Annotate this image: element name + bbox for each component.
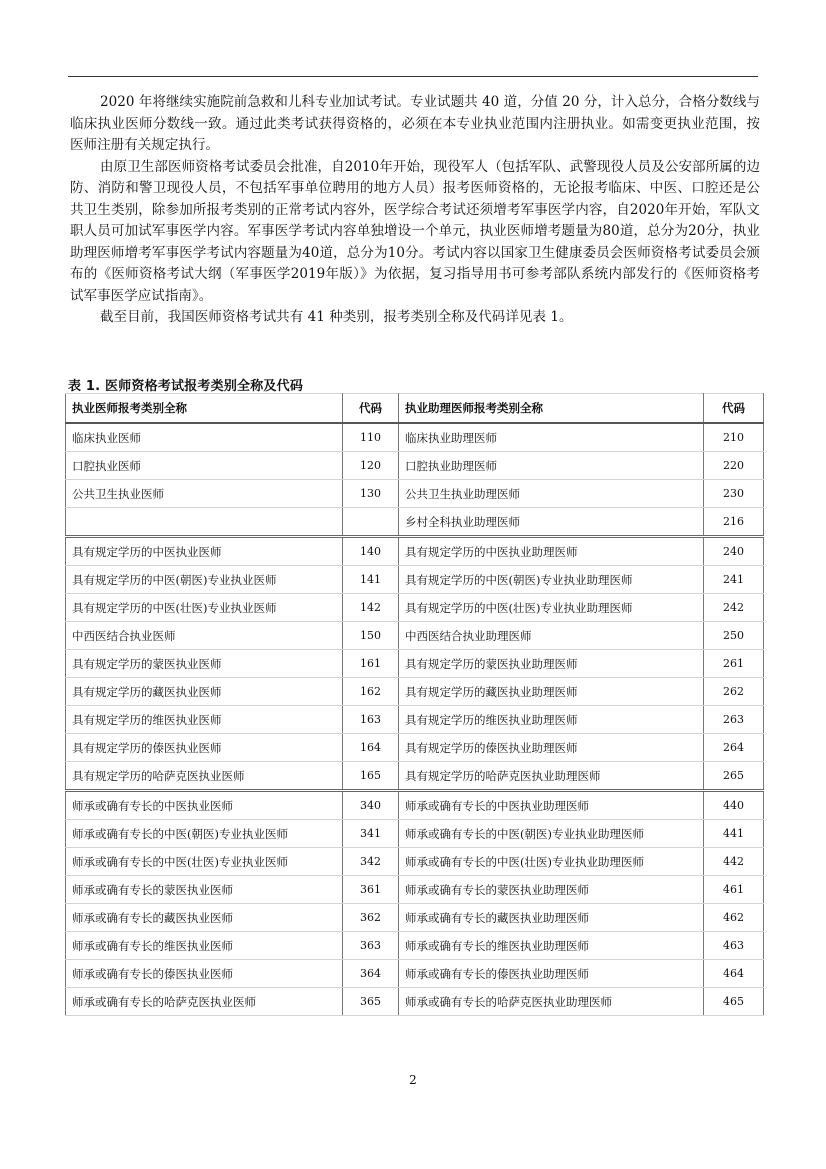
assistant-category-cell: 具有规定学历的傣医执业助理医师 — [399, 734, 704, 762]
physician-category-cell: 师承或确有专长的维医执业医师 — [66, 932, 343, 960]
table-row — [66, 960, 764, 988]
table-row — [66, 622, 764, 650]
physician-category-cell: 口腔执业医师 — [66, 452, 343, 480]
physician-category-cell: 师承或确有专长的藏医执业医师 — [66, 904, 343, 932]
paragraph-category-count: 截至目前，我国医师资格考试共有 41 种类别，报考类别全称及代码详见表 1。 — [100, 309, 573, 325]
assistant-category-cell: 具有规定学历的维医执业助理医师 — [399, 706, 704, 734]
assistant-code-cell: 210 — [704, 423, 764, 452]
physician-category-cell: 师承或确有专长的中医执业医师 — [66, 791, 343, 820]
physician-code-cell: 362 — [343, 904, 399, 932]
physician-category-cell: 师承或确有专长的中医(壮医)专业执业医师 — [66, 848, 343, 876]
assistant-category-cell: 师承或确有专长的中医执业助理医师 — [399, 791, 704, 820]
assistant-code-cell: 240 — [704, 537, 764, 566]
physician-code-cell — [343, 508, 399, 537]
physician-code-cell: 163 — [343, 706, 399, 734]
table-row — [66, 988, 764, 1016]
table-row — [66, 566, 764, 594]
assistant-code-cell: 461 — [704, 876, 764, 904]
table-row — [66, 706, 764, 734]
physician-code-cell: 340 — [343, 791, 399, 820]
physician-code-cell: 165 — [343, 762, 399, 791]
table-row — [66, 423, 764, 452]
physician-code-cell: 120 — [343, 452, 399, 480]
table-row — [66, 537, 764, 566]
table-row — [66, 932, 764, 960]
assistant-category-cell: 师承或确有专长的中医(朝医)专业执业助理医师 — [399, 820, 704, 848]
header-assistant-code: 代码 — [704, 394, 764, 424]
table-row — [66, 820, 764, 848]
assistant-code-cell: 216 — [704, 508, 764, 537]
table-row — [66, 791, 764, 820]
physician-category-cell: 中西医结合执业医师 — [66, 622, 343, 650]
physician-category-cell: 具有规定学历的中医(壮医)专业执业医师 — [66, 594, 343, 622]
table-header-row — [66, 394, 764, 424]
physician-category-cell: 具有规定学历的中医执业医师 — [66, 537, 343, 566]
assistant-code-cell: 441 — [704, 820, 764, 848]
assistant-category-cell: 具有规定学历的哈萨克医执业助理医师 — [399, 762, 704, 791]
physician-category-cell: 临床执业医师 — [66, 423, 343, 452]
table-caption: 表 1. 医师资格考试报考类别全称及代码 — [68, 379, 304, 394]
physician-category-cell: 具有规定学历的藏医执业医师 — [66, 678, 343, 706]
physician-category-cell: 师承或确有专长的中医(朝医)专业执业医师 — [66, 820, 343, 848]
physician-category-cell: 师承或确有专长的哈萨克医执业医师 — [66, 988, 343, 1016]
assistant-code-cell: 462 — [704, 904, 764, 932]
assistant-category-cell: 中西医结合执业助理医师 — [399, 622, 704, 650]
header-physician-code: 代码 — [343, 394, 399, 424]
table-row — [66, 452, 764, 480]
physician-code-cell: 162 — [343, 678, 399, 706]
physician-category-cell: 具有规定学历的哈萨克医执业医师 — [66, 762, 343, 791]
physician-code-cell: 161 — [343, 650, 399, 678]
assistant-code-cell: 263 — [704, 706, 764, 734]
table-row — [66, 508, 764, 537]
exam-category-table — [65, 393, 764, 1016]
assistant-category-cell: 公共卫生执业助理医师 — [399, 480, 704, 508]
assistant-code-cell: 463 — [704, 932, 764, 960]
physician-code-cell: 140 — [343, 537, 399, 566]
assistant-category-cell: 口腔执业助理医师 — [399, 452, 704, 480]
physician-code-cell: 342 — [343, 848, 399, 876]
assistant-category-cell: 具有规定学历的中医执业助理医师 — [399, 537, 704, 566]
header-rule — [68, 76, 758, 77]
physician-code-cell: 341 — [343, 820, 399, 848]
table-row — [66, 848, 764, 876]
table-row — [66, 762, 764, 791]
header-assistant-category: 执业助理医师报考类别全称 — [399, 394, 704, 424]
physician-code-cell: 130 — [343, 480, 399, 508]
table-row — [66, 594, 764, 622]
assistant-category-cell: 具有规定学历的蒙医执业助理医师 — [399, 650, 704, 678]
assistant-code-cell: 230 — [704, 480, 764, 508]
assistant-code-cell: 464 — [704, 960, 764, 988]
assistant-code-cell: 262 — [704, 678, 764, 706]
assistant-code-cell: 264 — [704, 734, 764, 762]
paragraph-military-medicine: 由原卫生部医师资格考试委员会批准，自2010年开始，现役军人（包括军队、武警现役人员及公安部所属的边防、消防和警卫现役人员，不包括军事单位聘用的地方人员）报考医师资格的，无论报考临床、中医、口腔还是公共卫生类别，除参加所报考类别的正常考试内容外，医学综合考试还须增考军事医学内容，自2020年开始，军队文职人员可加试军事医学内容。军事医学考试内容单独增设一个单元，执业医师增考题量为80道，总分为20分，执业助理医师增考军事医学考试内容题量为40道，总分为10分。考试内容以国家卫生健康委员会医师资格考试委员会颁布的《医师资格考试大纲（军事医学2019年版）》为依据，复习指导用书可参考部队系统内部发行的《医师资格考试军事医学应试指南》。 — [70, 158, 760, 304]
physician-code-cell: 142 — [343, 594, 399, 622]
physician-code-cell: 364 — [343, 960, 399, 988]
physician-category-cell: 具有规定学历的维医执业医师 — [66, 706, 343, 734]
assistant-code-cell: 250 — [704, 622, 764, 650]
physician-code-cell: 365 — [343, 988, 399, 1016]
paragraph-emergency-pediatrics: 2020 年将继续实施院前急救和儿科专业加试考试。专业试题共 40 道，分值 20 分，计入总分，合格分数线与临床执业医师分数线一致。通过此类考试获得资格的，必须在本专业执业范围内注册执业。如需变更执业范围，按医师注册有关规定执行。 — [70, 94, 760, 153]
assistant-code-cell: 440 — [704, 791, 764, 820]
assistant-category-cell: 师承或确有专长的维医执业助理医师 — [399, 932, 704, 960]
table-row — [66, 650, 764, 678]
physician-code-cell: 363 — [343, 932, 399, 960]
physician-category-cell: 具有规定学历的蒙医执业医师 — [66, 650, 343, 678]
body-text — [70, 92, 760, 329]
assistant-code-cell: 442 — [704, 848, 764, 876]
physician-category-cell: 师承或确有专长的傣医执业医师 — [66, 960, 343, 988]
assistant-category-cell: 师承或确有专长的中医(壮医)专业执业助理医师 — [399, 848, 704, 876]
assistant-code-cell: 242 — [704, 594, 764, 622]
table-body — [66, 423, 764, 1016]
assistant-code-cell: 241 — [704, 566, 764, 594]
assistant-category-cell: 具有规定学历的藏医执业助理医师 — [399, 678, 704, 706]
physician-category-cell: 具有规定学历的傣医执业医师 — [66, 734, 343, 762]
physician-code-cell: 150 — [343, 622, 399, 650]
assistant-category-cell: 师承或确有专长的哈萨克医执业助理医师 — [399, 988, 704, 1016]
table-row — [66, 904, 764, 932]
table-row — [66, 480, 764, 508]
assistant-code-cell: 261 — [704, 650, 764, 678]
table-row — [66, 678, 764, 706]
physician-code-cell: 164 — [343, 734, 399, 762]
assistant-category-cell: 临床执业助理医师 — [399, 423, 704, 452]
header-physician-category: 执业医师报考类别全称 — [66, 394, 343, 424]
assistant-code-cell: 220 — [704, 452, 764, 480]
physician-code-cell: 110 — [343, 423, 399, 452]
physician-category-cell — [66, 508, 343, 537]
physician-category-cell: 公共卫生执业医师 — [66, 480, 343, 508]
assistant-code-cell: 465 — [704, 988, 764, 1016]
page-number: 2 — [409, 1073, 417, 1087]
physician-code-cell: 361 — [343, 876, 399, 904]
physician-category-cell: 师承或确有专长的蒙医执业医师 — [66, 876, 343, 904]
assistant-category-cell: 具有规定学历的中医(壮医)专业执业助理医师 — [399, 594, 704, 622]
table-row — [66, 876, 764, 904]
assistant-category-cell: 具有规定学历的中医(朝医)专业执业助理医师 — [399, 566, 704, 594]
assistant-category-cell: 师承或确有专长的蒙医执业助理医师 — [399, 876, 704, 904]
physician-code-cell: 141 — [343, 566, 399, 594]
table-row — [66, 734, 764, 762]
assistant-category-cell: 师承或确有专长的藏医执业助理医师 — [399, 904, 704, 932]
assistant-category-cell: 乡村全科执业助理医师 — [399, 508, 704, 537]
assistant-category-cell: 师承或确有专长的傣医执业助理医师 — [399, 960, 704, 988]
physician-category-cell: 具有规定学历的中医(朝医)专业执业医师 — [66, 566, 343, 594]
assistant-code-cell: 265 — [704, 762, 764, 791]
